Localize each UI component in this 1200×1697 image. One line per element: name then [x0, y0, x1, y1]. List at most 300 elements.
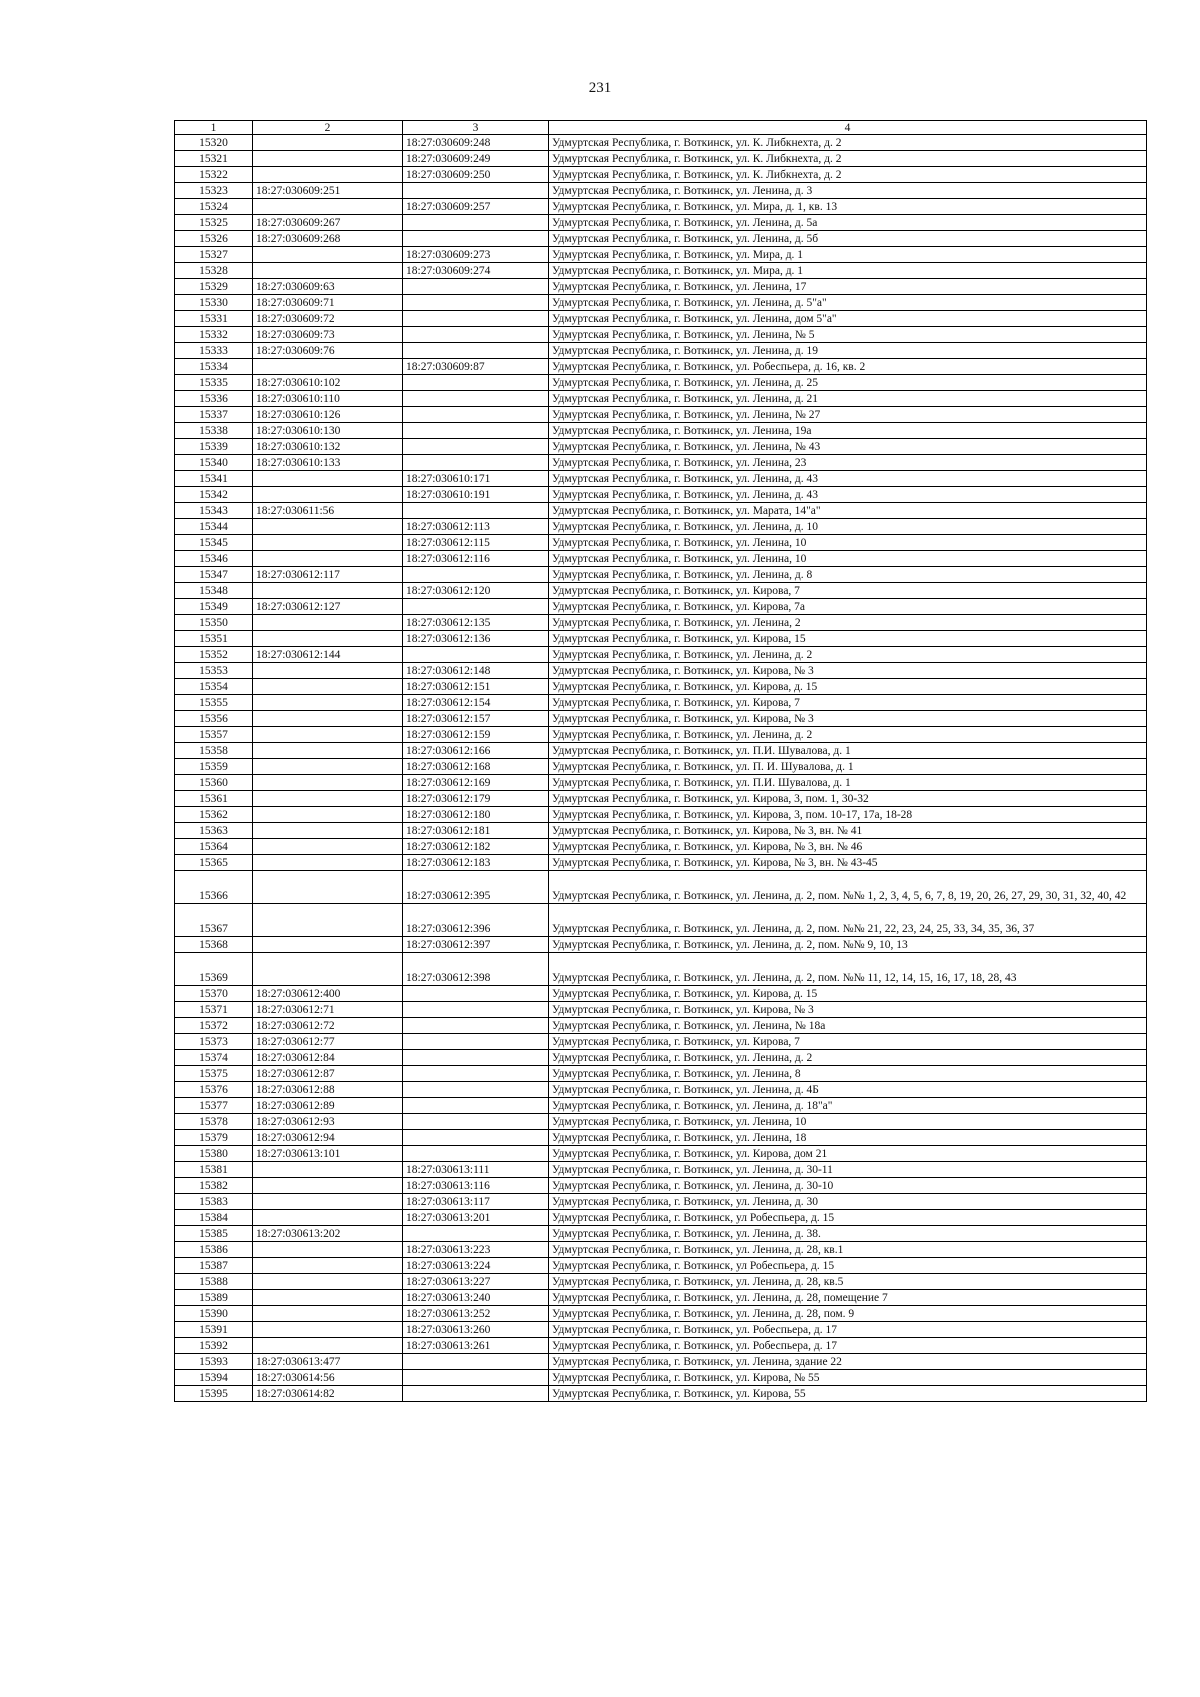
address-cell: Удмуртская Республика, г. Воткинск, ул. Мира, д. 1 — [549, 247, 1147, 263]
table-row — [175, 615, 1147, 631]
cadastral-number-cell: 18:27:030609:251 — [253, 183, 403, 199]
cadastral-number-alt-cell: 18:27:030612:180 — [403, 807, 549, 823]
cadastral-number-alt-cell: 18:27:030612:181 — [403, 823, 549, 839]
table-row — [175, 583, 1147, 599]
row-number-cell: 15375 — [175, 1066, 253, 1082]
table-row — [175, 343, 1147, 359]
row-number-cell: 15395 — [175, 1386, 253, 1402]
address-cell: Удмуртская Республика, г. Воткинск, ул. Ленина, д. 25 — [549, 375, 1147, 391]
row-number-cell: 15366 — [175, 871, 253, 904]
table-row — [175, 519, 1147, 535]
address-cell: Удмуртская Республика, г. Воткинск, ул. Ленина, д. 28, помещение 7 — [549, 1290, 1147, 1306]
address-cell: Удмуртская Республика, г. Воткинск, ул. Ленина, 17 — [549, 279, 1147, 295]
cadastral-number-alt-cell — [403, 1002, 549, 1018]
row-number-cell: 15340 — [175, 455, 253, 471]
row-number-cell: 15394 — [175, 1370, 253, 1386]
address-cell: Удмуртская Республика, г. Воткинск, ул. Ленина, д. 43 — [549, 487, 1147, 503]
address-cell: Удмуртская Республика, г. Воткинск, ул. Ленина, д. 4Б — [549, 1082, 1147, 1098]
row-number-cell: 15341 — [175, 471, 253, 487]
table-row — [175, 1130, 1147, 1146]
cadastral-number-cell: 18:27:030612:117 — [253, 567, 403, 583]
cadastral-number-cell — [253, 871, 403, 904]
table-row — [175, 1162, 1147, 1178]
cadastral-number-alt-cell: 18:27:030612:182 — [403, 839, 549, 855]
table-row — [175, 199, 1147, 215]
cadastral-number-alt-cell — [403, 343, 549, 359]
address-cell: Удмуртская Республика, г. Воткинск, ул Робеспьера, д. 15 — [549, 1258, 1147, 1274]
table-header — [175, 121, 1147, 135]
address-cell: Удмуртская Республика, г. Воткинск, ул. Ленина, д. 5"а" — [549, 295, 1147, 311]
table-row — [175, 439, 1147, 455]
address-cell: Удмуртская Республика, г. Воткинск, ул. Ленина, д. 2 — [549, 1050, 1147, 1066]
cadastral-number-cell: 18:27:030612:127 — [253, 599, 403, 615]
address-cell: Удмуртская Республика, г. Воткинск, ул. Ленина, 19а — [549, 423, 1147, 439]
table-row — [175, 1178, 1147, 1194]
table-row — [175, 904, 1147, 937]
row-number-cell: 15361 — [175, 791, 253, 807]
cadastral-number-alt-cell: 18:27:030613:223 — [403, 1242, 549, 1258]
table-row — [175, 937, 1147, 953]
cadastral-number-alt-cell: 18:27:030609:250 — [403, 167, 549, 183]
cadastral-number-alt-cell — [403, 1226, 549, 1242]
row-number-cell: 15385 — [175, 1226, 253, 1242]
address-cell: Удмуртская Республика, г. Воткинск, ул. Ленина, 2 — [549, 615, 1147, 631]
cadastral-number-cell — [253, 937, 403, 953]
cadastral-number-cell — [253, 727, 403, 743]
address-cell: Удмуртская Республика, г. Воткинск, ул. Ленина, д. 38. — [549, 1226, 1147, 1242]
cadastral-number-cell: 18:27:030612:94 — [253, 1130, 403, 1146]
cadastral-number-cell — [253, 359, 403, 375]
table-row — [175, 1098, 1147, 1114]
address-cell: Удмуртская Республика, г. Воткинск, ул. Робеспьера, д. 17 — [549, 1338, 1147, 1354]
row-number-cell: 15339 — [175, 439, 253, 455]
cadastral-number-cell: 18:27:030612:88 — [253, 1082, 403, 1098]
cadastral-number-alt-cell: 18:27:030612:135 — [403, 615, 549, 631]
table-row — [175, 311, 1147, 327]
cadastral-number-cell — [253, 1194, 403, 1210]
cadastral-number-cell — [253, 711, 403, 727]
table-row — [175, 953, 1147, 986]
cadastral-number-alt-cell — [403, 1130, 549, 1146]
cadastral-number-cell — [253, 535, 403, 551]
table-row — [175, 487, 1147, 503]
table-row — [175, 471, 1147, 487]
cadastral-number-cell — [253, 1306, 403, 1322]
cadastral-number-alt-cell: 18:27:030613:261 — [403, 1338, 549, 1354]
row-number-cell: 15353 — [175, 663, 253, 679]
cadastral-number-cell — [253, 1162, 403, 1178]
address-cell: Удмуртская Республика, г. Воткинск, ул. Ленина, здание 22 — [549, 1354, 1147, 1370]
table-row — [175, 1114, 1147, 1130]
cadastral-number-alt-cell — [403, 1146, 549, 1162]
address-cell: Удмуртская Республика, г. Воткинск, ул. Ленина, д. 28, кв.5 — [549, 1274, 1147, 1290]
address-cell: Удмуртская Республика, г. Воткинск, ул. Кирова, № 3 — [549, 1002, 1147, 1018]
row-number-cell: 15365 — [175, 855, 253, 871]
address-cell: Удмуртская Республика, г. Воткинск, ул. П.И. Шувалова, д. 1 — [549, 775, 1147, 791]
cadastral-number-alt-cell: 18:27:030609:257 — [403, 199, 549, 215]
cadastral-number-alt-cell — [403, 647, 549, 663]
cadastral-number-alt-cell — [403, 391, 549, 407]
cadastral-number-cell: 18:27:030613:101 — [253, 1146, 403, 1162]
address-cell: Удмуртская Республика, г. Воткинск, ул. Кирова, 55 — [549, 1386, 1147, 1402]
address-cell: Удмуртская Республика, г. Воткинск, ул. Ленина, д. 28, пом. 9 — [549, 1306, 1147, 1322]
cadastral-number-cell: 18:27:030609:268 — [253, 231, 403, 247]
table-row — [175, 1370, 1147, 1386]
row-number-cell: 15345 — [175, 535, 253, 551]
cadastral-number-alt-cell — [403, 503, 549, 519]
table-row — [175, 1338, 1147, 1354]
table-row — [175, 183, 1147, 199]
address-cell: Удмуртская Республика, г. Воткинск, ул. Робеспьера, д. 17 — [549, 1322, 1147, 1338]
table-row — [175, 1306, 1147, 1322]
cadastral-number-cell: 18:27:030612:89 — [253, 1098, 403, 1114]
cadastral-number-cell — [253, 904, 403, 937]
cadastral-number-cell — [253, 679, 403, 695]
cadastral-number-cell — [253, 1290, 403, 1306]
row-number-cell: 15373 — [175, 1034, 253, 1050]
table-row — [175, 167, 1147, 183]
table-row — [175, 503, 1147, 519]
row-number-cell: 15322 — [175, 167, 253, 183]
address-cell: Удмуртская Республика, г. Воткинск, ул. Ленина, д. 30-10 — [549, 1178, 1147, 1194]
cadastral-number-alt-cell: 18:27:030613:240 — [403, 1290, 549, 1306]
row-number-cell: 15328 — [175, 263, 253, 279]
cadastral-number-alt-cell: 18:27:030609:249 — [403, 151, 549, 167]
row-number-cell: 15367 — [175, 904, 253, 937]
row-number-cell: 15363 — [175, 823, 253, 839]
cadastral-number-cell — [253, 743, 403, 759]
cadastral-number-cell — [253, 759, 403, 775]
address-cell: Удмуртская Республика, г. Воткинск, ул. Кирова, № 55 — [549, 1370, 1147, 1386]
cadastral-number-cell: 18:27:030610:132 — [253, 439, 403, 455]
row-number-cell: 15329 — [175, 279, 253, 295]
address-cell: Удмуртская Республика, г. Воткинск, ул. Ленина, 8 — [549, 1066, 1147, 1082]
row-number-cell: 15392 — [175, 1338, 253, 1354]
cadastral-number-cell: 18:27:030612:144 — [253, 647, 403, 663]
cadastral-number-alt-cell: 18:27:030612:151 — [403, 679, 549, 695]
address-cell: Удмуртская Республика, г. Воткинск, ул. Ленина, д. 43 — [549, 471, 1147, 487]
table-row — [175, 231, 1147, 247]
table-row — [175, 279, 1147, 295]
address-cell: Удмуртская Республика, г. Воткинск, ул. Кирова, № 3, вн. № 46 — [549, 839, 1147, 855]
cadastral-number-alt-cell: 18:27:030613:252 — [403, 1306, 549, 1322]
cadastral-number-alt-cell: 18:27:030613:227 — [403, 1274, 549, 1290]
cadastral-number-cell — [253, 135, 403, 151]
row-number-cell: 15351 — [175, 631, 253, 647]
address-cell: Удмуртская Республика, г. Воткинск, ул. Кирова, № 3, вн. № 41 — [549, 823, 1147, 839]
table-row — [175, 791, 1147, 807]
row-number-cell: 15330 — [175, 295, 253, 311]
cadastral-number-cell: 18:27:030612:77 — [253, 1034, 403, 1050]
cadastral-number-cell: 18:27:030610:102 — [253, 375, 403, 391]
cadastral-number-alt-cell — [403, 1354, 549, 1370]
table-row — [175, 871, 1147, 904]
address-cell: Удмуртская Республика, г. Воткинск, ул. Ленина, д. 2, пом. №№ 9, 10, 13 — [549, 937, 1147, 953]
cadastral-number-cell — [253, 263, 403, 279]
cadastral-number-cell — [253, 551, 403, 567]
address-cell: Удмуртская Республика, г. Воткинск, ул. Ленина, д. 10 — [549, 519, 1147, 535]
address-cell: Удмуртская Республика, г. Воткинск, ул. Ленина, д. 18"а" — [549, 1098, 1147, 1114]
address-cell: Удмуртская Республика, г. Воткинск, ул. Кирова, № 3 — [549, 663, 1147, 679]
cadastral-number-alt-cell: 18:27:030612:136 — [403, 631, 549, 647]
cadastral-number-alt-cell: 18:27:030612:113 — [403, 519, 549, 535]
row-number-cell: 15389 — [175, 1290, 253, 1306]
cadastral-number-alt-cell — [403, 311, 549, 327]
cadastral-table — [174, 120, 1147, 1402]
row-number-cell: 15355 — [175, 695, 253, 711]
address-cell: Удмуртская Республика, г. Воткинск, ул. Ленина, 10 — [549, 1114, 1147, 1130]
row-number-cell: 15324 — [175, 199, 253, 215]
row-number-cell: 15372 — [175, 1018, 253, 1034]
row-number-cell: 15320 — [175, 135, 253, 151]
cadastral-number-cell: 18:27:030609:76 — [253, 343, 403, 359]
cadastral-number-alt-cell: 18:27:030612:398 — [403, 953, 549, 986]
row-number-cell: 15369 — [175, 953, 253, 986]
row-number-cell: 15383 — [175, 1194, 253, 1210]
cadastral-number-alt-cell — [403, 1050, 549, 1066]
row-number-cell: 15337 — [175, 407, 253, 423]
cadastral-number-cell — [253, 519, 403, 535]
cadastral-number-alt-cell: 18:27:030612:166 — [403, 743, 549, 759]
cadastral-number-cell — [253, 631, 403, 647]
cadastral-number-cell — [253, 1178, 403, 1194]
cadastral-number-alt-cell — [403, 327, 549, 343]
cadastral-number-cell — [253, 615, 403, 631]
cadastral-number-alt-cell: 18:27:030612:168 — [403, 759, 549, 775]
row-number-cell: 15356 — [175, 711, 253, 727]
row-number-cell: 15347 — [175, 567, 253, 583]
table-row — [175, 375, 1147, 391]
cadastral-number-cell: 18:27:030614:56 — [253, 1370, 403, 1386]
cadastral-number-cell — [253, 775, 403, 791]
address-cell: Удмуртская Республика, г. Воткинск, ул. Ленина, 23 — [549, 455, 1147, 471]
address-cell: Удмуртская Республика, г. Воткинск, ул. Робеспьера, д. 16, кв. 2 — [549, 359, 1147, 375]
row-number-cell: 15371 — [175, 1002, 253, 1018]
page-number: 231 — [588, 80, 612, 96]
row-number-cell: 15350 — [175, 615, 253, 631]
row-number-cell: 15338 — [175, 423, 253, 439]
address-cell: Удмуртская Республика, г. Воткинск, ул. К. Либкнехта, д. 2 — [549, 151, 1147, 167]
address-cell: Удмуртская Республика, г. Воткинск, ул. Кирова, 15 — [549, 631, 1147, 647]
address-cell: Удмуртская Республика, г. Воткинск, ул. К. Либкнехта, д. 2 — [549, 135, 1147, 151]
table-row — [175, 1146, 1147, 1162]
table-row — [175, 631, 1147, 647]
address-cell: Удмуртская Республика, г. Воткинск, ул. Ленина, д. 28, кв.1 — [549, 1242, 1147, 1258]
cadastral-number-cell — [253, 1274, 403, 1290]
table-row — [175, 711, 1147, 727]
row-number-cell: 15348 — [175, 583, 253, 599]
cadastral-number-cell — [253, 855, 403, 871]
address-cell: Удмуртская Республика, г. Воткинск, ул. Ленина, д. 30-11 — [549, 1162, 1147, 1178]
row-number-cell: 15364 — [175, 839, 253, 855]
cadastral-number-alt-cell: 18:27:030612:395 — [403, 871, 549, 904]
row-number-cell: 15381 — [175, 1162, 253, 1178]
row-number-cell: 15387 — [175, 1258, 253, 1274]
table-row — [175, 1082, 1147, 1098]
row-number-cell: 15334 — [175, 359, 253, 375]
cadastral-number-cell — [253, 1338, 403, 1354]
cadastral-number-cell: 18:27:030612:400 — [253, 986, 403, 1002]
row-number-cell: 15368 — [175, 937, 253, 953]
cadastral-number-alt-cell: 18:27:030613:111 — [403, 1162, 549, 1178]
cadastral-number-alt-cell — [403, 423, 549, 439]
address-cell: Удмуртская Республика, г. Воткинск, ул. Ленина, д. 19 — [549, 343, 1147, 359]
row-number-cell: 15370 — [175, 986, 253, 1002]
cadastral-number-alt-cell: 18:27:030612:157 — [403, 711, 549, 727]
cadastral-number-alt-cell: 18:27:030612:179 — [403, 791, 549, 807]
table-row — [175, 727, 1147, 743]
table-row — [175, 1242, 1147, 1258]
address-cell: Удмуртская Республика, г. Воткинск, ул. Ленина, 18 — [549, 1130, 1147, 1146]
cadastral-number-alt-cell: 18:27:030613:117 — [403, 1194, 549, 1210]
cadastral-number-alt-cell: 18:27:030613:201 — [403, 1210, 549, 1226]
address-cell: Удмуртская Республика, г. Воткинск, ул Робеспьера, д. 15 — [549, 1210, 1147, 1226]
table-row — [175, 1290, 1147, 1306]
table-row — [175, 775, 1147, 791]
column-header-4: 4 — [549, 121, 1147, 135]
header-row — [175, 121, 1147, 135]
table-row — [175, 263, 1147, 279]
table-row — [175, 359, 1147, 375]
cadastral-number-alt-cell — [403, 407, 549, 423]
cadastral-number-cell: 18:27:030613:477 — [253, 1354, 403, 1370]
row-number-cell: 15332 — [175, 327, 253, 343]
row-number-cell: 15323 — [175, 183, 253, 199]
cadastral-number-alt-cell — [403, 1034, 549, 1050]
cadastral-number-cell — [253, 167, 403, 183]
address-cell: Удмуртская Республика, г. Воткинск, ул. Ленина, дом 5"а" — [549, 311, 1147, 327]
cadastral-number-cell — [253, 823, 403, 839]
address-cell: Удмуртская Республика, г. Воткинск, ул. Ленина, д. 5б — [549, 231, 1147, 247]
cadastral-number-cell: 18:27:030612:87 — [253, 1066, 403, 1082]
row-number-cell: 15382 — [175, 1178, 253, 1194]
cadastral-number-alt-cell — [403, 439, 549, 455]
row-number-cell: 15346 — [175, 551, 253, 567]
column-header-3: 3 — [403, 121, 549, 135]
address-cell: Удмуртская Республика, г. Воткинск, ул. К. Либкнехта, д. 2 — [549, 167, 1147, 183]
table-row — [175, 327, 1147, 343]
cadastral-number-alt-cell — [403, 599, 549, 615]
row-number-cell: 15376 — [175, 1082, 253, 1098]
cadastral-number-alt-cell: 18:27:030613:224 — [403, 1258, 549, 1274]
cadastral-number-alt-cell: 18:27:030609:87 — [403, 359, 549, 375]
address-cell: Удмуртская Республика, г. Воткинск, ул. Кирова, 7 — [549, 583, 1147, 599]
table-row — [175, 1322, 1147, 1338]
row-number-cell: 15344 — [175, 519, 253, 535]
cadastral-number-alt-cell — [403, 455, 549, 471]
table-row — [175, 247, 1147, 263]
cadastral-number-cell: 18:27:030610:133 — [253, 455, 403, 471]
cadastral-number-cell: 18:27:030610:130 — [253, 423, 403, 439]
row-number-cell: 15386 — [175, 1242, 253, 1258]
cadastral-number-alt-cell: 18:27:030610:171 — [403, 471, 549, 487]
table-row — [175, 839, 1147, 855]
cadastral-number-alt-cell — [403, 183, 549, 199]
cadastral-number-alt-cell: 18:27:030612:159 — [403, 727, 549, 743]
address-cell: Удмуртская Республика, г. Воткинск, ул. Ленина, 10 — [549, 535, 1147, 551]
row-number-cell: 15377 — [175, 1098, 253, 1114]
cadastral-number-cell — [253, 839, 403, 855]
row-number-cell: 15359 — [175, 759, 253, 775]
cadastral-number-cell: 18:27:030612:72 — [253, 1018, 403, 1034]
table-row — [175, 455, 1147, 471]
cadastral-number-alt-cell — [403, 567, 549, 583]
table-row — [175, 647, 1147, 663]
cadastral-number-alt-cell — [403, 231, 549, 247]
table-row — [175, 1354, 1147, 1370]
address-cell: Удмуртская Республика, г. Воткинск, ул. Ленина, № 5 — [549, 327, 1147, 343]
cadastral-number-alt-cell: 18:27:030610:191 — [403, 487, 549, 503]
row-number-cell: 15354 — [175, 679, 253, 695]
table-row — [175, 679, 1147, 695]
cadastral-number-cell — [253, 807, 403, 823]
row-number-cell: 15349 — [175, 599, 253, 615]
row-number-cell: 15358 — [175, 743, 253, 759]
cadastral-number-alt-cell: 18:27:030612:396 — [403, 904, 549, 937]
row-number-cell: 15379 — [175, 1130, 253, 1146]
cadastral-number-cell: 18:27:030613:202 — [253, 1226, 403, 1242]
address-cell: Удмуртская Республика, г. Воткинск, ул. Мира, д. 1 — [549, 263, 1147, 279]
cadastral-number-alt-cell — [403, 1082, 549, 1098]
address-cell: Удмуртская Республика, г. Воткинск, ул. Ленина, № 18а — [549, 1018, 1147, 1034]
row-number-cell: 15342 — [175, 487, 253, 503]
cadastral-number-cell — [253, 151, 403, 167]
address-cell: Удмуртская Республика, г. Воткинск, ул. Кирова, 7 — [549, 1034, 1147, 1050]
row-number-cell: 15335 — [175, 375, 253, 391]
table-row — [175, 1050, 1147, 1066]
table-body — [175, 135, 1147, 1402]
table-row — [175, 599, 1147, 615]
cadastral-number-alt-cell: 18:27:030612:154 — [403, 695, 549, 711]
table-row — [175, 135, 1147, 151]
cadastral-number-alt-cell: 18:27:030612:169 — [403, 775, 549, 791]
cadastral-number-alt-cell: 18:27:030612:116 — [403, 551, 549, 567]
table-row — [175, 1274, 1147, 1290]
address-cell: Удмуртская Республика, г. Воткинск, ул. Ленина, № 27 — [549, 407, 1147, 423]
row-number-cell: 15326 — [175, 231, 253, 247]
cadastral-number-alt-cell — [403, 986, 549, 1002]
row-number-cell: 15393 — [175, 1354, 253, 1370]
row-number-cell: 15321 — [175, 151, 253, 167]
cadastral-number-alt-cell: 18:27:030609:248 — [403, 135, 549, 151]
cadastral-number-cell — [253, 695, 403, 711]
address-cell: Удмуртская Республика, г. Воткинск, ул. Мира, д. 1, кв. 13 — [549, 199, 1147, 215]
address-cell: Удмуртская Республика, г. Воткинск, ул. Кирова, 3, пом. 1, 30-32 — [549, 791, 1147, 807]
address-cell: Удмуртская Республика, г. Воткинск, ул. Кирова, 3, пом. 10-17, 17а, 18-28 — [549, 807, 1147, 823]
table-row — [175, 1018, 1147, 1034]
address-cell: Удмуртская Республика, г. Воткинск, ул. Ленина, д. 30 — [549, 1194, 1147, 1210]
cadastral-number-cell — [253, 247, 403, 263]
cadastral-number-cell — [253, 583, 403, 599]
table-row — [175, 759, 1147, 775]
cadastral-number-alt-cell: 18:27:030609:274 — [403, 263, 549, 279]
address-cell: Удмуртская Республика, г. Воткинск, ул. Ленина, д. 2 — [549, 727, 1147, 743]
cadastral-number-alt-cell — [403, 1114, 549, 1130]
cadastral-number-cell — [253, 1242, 403, 1258]
table-row — [175, 215, 1147, 231]
cadastral-number-cell: 18:27:030609:267 — [253, 215, 403, 231]
row-number-cell: 15380 — [175, 1146, 253, 1162]
cadastral-number-cell — [253, 791, 403, 807]
row-number-cell: 15391 — [175, 1322, 253, 1338]
cadastral-number-alt-cell: 18:27:030609:273 — [403, 247, 549, 263]
row-number-cell: 15390 — [175, 1306, 253, 1322]
address-cell: Удмуртская Республика, г. Воткинск, ул. Ленина, № 43 — [549, 439, 1147, 455]
cadastral-number-cell: 18:27:030612:93 — [253, 1114, 403, 1130]
cadastral-number-cell: 18:27:030612:71 — [253, 1002, 403, 1018]
cadastral-number-alt-cell: 18:27:030613:260 — [403, 1322, 549, 1338]
address-cell: Удмуртская Республика, г. Воткинск, ул. П.И. Шувалова, д. 1 — [549, 743, 1147, 759]
